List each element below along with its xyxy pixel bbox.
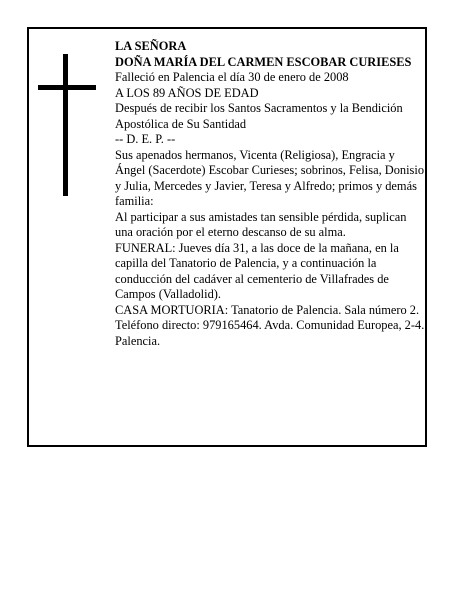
obituary-text (115, 39, 425, 349)
funeral-paragraph: FUNERAL: Jueves día 31, a las doce de la mañana, en la capilla del Tanatorio de Palencia, y a continuación la conducción del cadáver al cementerio de Villafrades de Campos (Valladolid). (115, 240, 399, 301)
rip-line: -- D. E. P. -- (115, 132, 176, 146)
deceased-name: DOÑA MARÍA DEL CARMEN ESCOBAR CURIESES (115, 54, 412, 69)
cross-horizontal-bar (38, 85, 96, 90)
notice-title: LA SEÑORA (115, 39, 187, 53)
sacraments-line: Después de recibir los Santos Sacramentos y la Bendición Apostólica de Su Santidad (115, 101, 403, 131)
funeral-home-paragraph: CASA MORTUORIA: Tanatorio de Palencia. Sala número 2. Teléfono directo: 979165464. Avda. Comunidad Europea, 2-4. Palencia. (115, 302, 425, 348)
request-paragraph: Al participar a sus amistades tan sensible pérdida, suplican una oración por el eterno descanso de su alma. (115, 209, 407, 239)
death-info: Falleció en Palencia el día 30 de enero de 2008 (115, 70, 349, 84)
cross-vertical-bar (63, 54, 68, 196)
family-paragraph: Sus apenados hermanos, Vicenta (Religiosa), Engracia y Ángel (Sacerdote) Escobar Curieses; sobrinos, Felisa, Donisio y Julia, Mercedes y Javier, Teresa y Alfredo; primos y demás familia: (115, 147, 425, 208)
age-line: A LOS 89 AÑOS DE EDAD (115, 85, 259, 100)
